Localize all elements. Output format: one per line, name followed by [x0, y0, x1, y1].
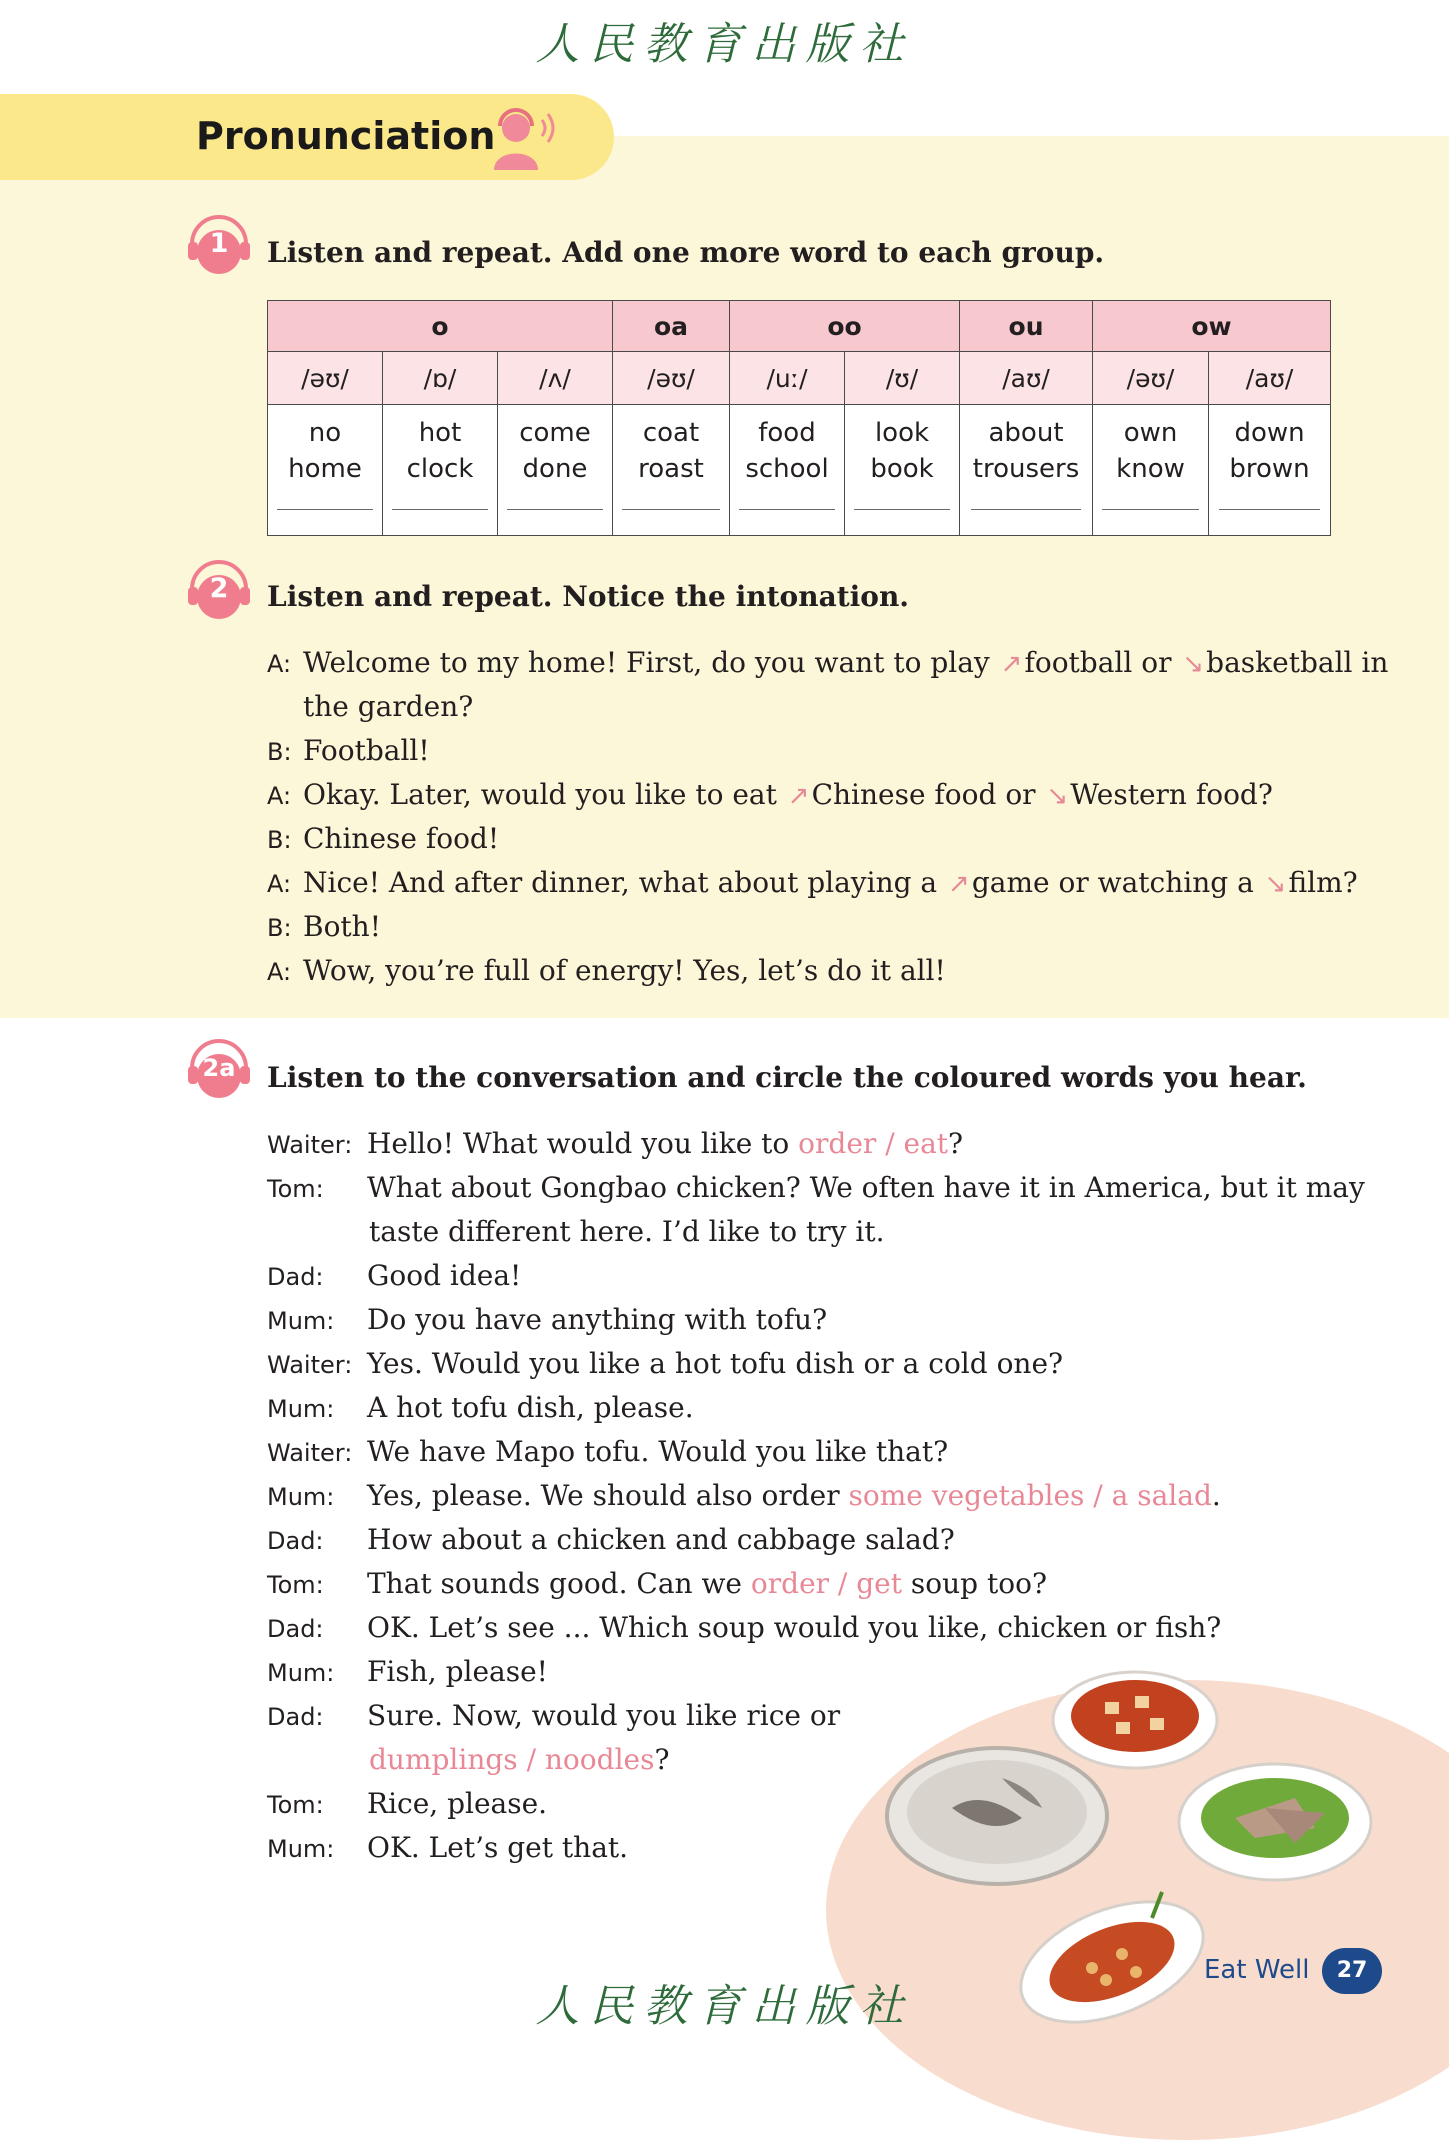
- example-word: come: [519, 418, 591, 448]
- example-word: know: [1116, 454, 1185, 484]
- rising-intonation-icon: ↗: [948, 869, 970, 899]
- fish-soup-dish-image: [882, 1738, 1112, 1888]
- page-number: 27: [1322, 1948, 1382, 1994]
- example-word: own: [1123, 418, 1178, 448]
- example-word: school: [745, 454, 829, 484]
- answer-blank[interactable]: [622, 501, 719, 510]
- group-header: ou: [960, 301, 1093, 352]
- example-word: clock: [406, 454, 474, 484]
- conversation-line: Mum: Fish, please!: [267, 1655, 548, 1688]
- section-title: Pronunciation: [196, 114, 496, 158]
- dialogue-line: A: Okay. Later, would you like to eat ↗Chinese food or ↘Western food?: [267, 778, 1273, 811]
- sound-cell: /aʊ/: [960, 352, 1093, 405]
- answer-blank[interactable]: [507, 501, 603, 510]
- conversation-line: Tom: Rice, please.: [267, 1787, 548, 1820]
- example-word: food: [758, 418, 816, 448]
- sound-cell: /ɒ/: [383, 352, 498, 405]
- example-word: coat: [642, 418, 700, 448]
- activity-1-instruction: Listen and repeat. Add one more word to each group.: [267, 236, 1105, 269]
- sound-cell: /ʌ/: [498, 352, 613, 405]
- sound-cell: /aʊ/: [1209, 352, 1331, 405]
- answer-blank[interactable]: [277, 501, 373, 510]
- conversation-line: Mum: OK. Let’s get that.: [267, 1831, 629, 1864]
- sound-cell: /əʊ/: [1093, 352, 1209, 405]
- word-cell: [845, 405, 960, 536]
- conversation-line: taste different here. I’d like to try it.: [369, 1215, 885, 1248]
- word-cell: [1209, 405, 1331, 536]
- colored-option[interactable]: dumplings / noodles: [369, 1743, 655, 1776]
- dialogue-line: A: Welcome to my home! First, do you want to play ↗football or ↘basketball in: [267, 646, 1389, 679]
- example-word: no: [308, 418, 342, 448]
- answer-blank[interactable]: [971, 501, 1082, 510]
- example-word: roast: [638, 454, 704, 484]
- answer-blank[interactable]: [854, 501, 950, 510]
- dialogue-line: the garden?: [303, 690, 474, 723]
- rising-intonation-icon: ↗: [787, 781, 810, 811]
- activity-1-badge: 1: [184, 214, 254, 280]
- falling-intonation-icon: ↘: [1264, 869, 1287, 899]
- word-cell: [730, 405, 845, 536]
- conversation-line: Tom: That sounds good. Can we order / get soup too?: [267, 1567, 1047, 1600]
- sound-cell: /uː/: [730, 352, 845, 405]
- conversation-line: Mum: Do you have anything with tofu?: [267, 1303, 828, 1336]
- dialogue-line: B: Both!: [267, 910, 381, 943]
- group-header: ow: [1093, 301, 1331, 352]
- dialogue-line: A: Wow, you’re full of energy! Yes, let’s do it all!: [267, 954, 946, 987]
- conversation-line: dumplings / noodles?: [369, 1743, 670, 1776]
- activity-2a-instruction: Listen to the conversation and circle the coloured words you hear.: [267, 1061, 1307, 1094]
- example-word: down: [1234, 418, 1305, 448]
- publisher-logo-top: 人民教育出版社: [535, 19, 914, 70]
- example-word: book: [870, 454, 934, 484]
- example-word: hot: [418, 418, 462, 448]
- conversation-line: Dad: How about a chicken and cabbage salad?: [267, 1523, 955, 1556]
- answer-blank[interactable]: [1102, 501, 1199, 510]
- example-word: done: [522, 454, 588, 484]
- conversation-line: Dad: Good idea!: [267, 1259, 522, 1292]
- dialogue-line: B: Chinese food!: [267, 822, 500, 855]
- unit-title: Eat Well: [1204, 1955, 1310, 1985]
- word-cell: [960, 405, 1093, 536]
- rising-intonation-icon: ↗: [1000, 649, 1023, 679]
- example-word: brown: [1229, 454, 1310, 484]
- example-word: home: [288, 454, 362, 484]
- word-cell: [498, 405, 613, 536]
- colored-option[interactable]: order / get: [750, 1567, 903, 1600]
- conversation-line: Waiter: Yes. Would you like a hot tofu dish or a cold one?: [267, 1347, 1064, 1380]
- example-word: look: [874, 418, 930, 448]
- example-word: trousers: [972, 454, 1080, 484]
- word-cell: [613, 405, 730, 536]
- answer-blank[interactable]: [739, 501, 835, 510]
- conversation-line: Dad: Sure. Now, would you like rice or: [267, 1699, 841, 1732]
- chicken-cabbage-salad-image: [1175, 1758, 1375, 1888]
- conversation-line: Waiter: We have Mapo tofu. Would you like that?: [267, 1435, 949, 1468]
- group-header: oa: [613, 301, 730, 352]
- answer-blank[interactable]: [1219, 501, 1321, 510]
- publisher-logo-bottom: 人民教育出版社: [535, 1981, 914, 2032]
- dialogue-line: B: Football!: [267, 734, 430, 767]
- falling-intonation-icon: ↘: [1182, 649, 1205, 679]
- group-header: o: [268, 301, 613, 352]
- speaking-person-icon: [490, 104, 560, 172]
- activity-2-instruction: Listen and repeat. Notice the intonation.: [267, 580, 910, 613]
- conversation-line: Mum: Yes, please. We should also order some vegetables / a salad.: [267, 1479, 1221, 1512]
- word-cell: [268, 405, 383, 536]
- sound-cell: /əʊ/: [613, 352, 730, 405]
- activity-2a-badge: 2a: [184, 1038, 254, 1104]
- example-word: about: [988, 418, 1064, 448]
- dialogue-line: A: Nice! And after dinner, what about playing a ↗game or watching a ↘film?: [267, 866, 1358, 899]
- conversation-line: Dad: OK. Let’s see ... Which soup would you like, chicken or fish?: [267, 1611, 1222, 1644]
- conversation-line: Mum: A hot tofu dish, please.: [267, 1391, 694, 1424]
- word-cell: [1093, 405, 1209, 536]
- answer-blank[interactable]: [392, 501, 488, 510]
- colored-option[interactable]: order / eat: [798, 1127, 949, 1160]
- sound-cell: /əʊ/: [268, 352, 383, 405]
- phonics-table: [267, 300, 1331, 536]
- sound-cell: /ʊ/: [845, 352, 960, 405]
- word-cell: [383, 405, 498, 536]
- conversation-line: Waiter: Hello! What would you like to order / eat?: [267, 1127, 964, 1160]
- colored-option[interactable]: some vegetables / a salad: [848, 1479, 1212, 1512]
- conversation-line: Tom: What about Gongbao chicken? We often have it in America, but it may: [267, 1171, 1365, 1204]
- falling-intonation-icon: ↘: [1046, 781, 1069, 811]
- group-header: oo: [730, 301, 960, 352]
- activity-2-badge: 2: [184, 559, 254, 625]
